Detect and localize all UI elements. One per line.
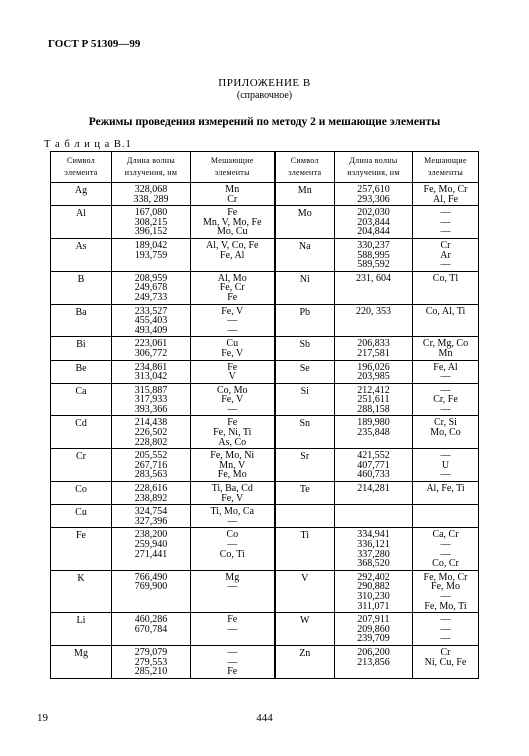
- interfering-elements-cell: Mn Cr: [191, 183, 275, 206]
- element-symbol-cell: Mn: [275, 183, 335, 206]
- interfering-elements-cell: Fe —: [191, 613, 275, 646]
- interfering-elements-cell: Fe V: [191, 360, 275, 383]
- wavelength-cell: 167,080 308,215 396,152: [112, 206, 191, 239]
- interfering-elements-cell: Al, V, Co, Fe Fe, Al: [191, 238, 275, 271]
- wavelength-cell: 220, 353: [335, 304, 413, 337]
- element-symbol-cell: Pb: [275, 304, 335, 337]
- wavelength-cell: 315,887 317,933 393,366: [112, 383, 191, 416]
- table-row: [51, 206, 479, 239]
- element-symbol-cell: As: [51, 238, 112, 271]
- wavelength-cell: [335, 505, 413, 528]
- element-symbol-cell: Sr: [275, 449, 335, 482]
- wavelength-cell: 202,030 203,844 204,844: [335, 206, 413, 239]
- element-symbol-cell: Mo: [275, 206, 335, 239]
- wavelength-cell: 238,200 259,940 271,441: [112, 528, 191, 570]
- table-row: [51, 528, 479, 570]
- interfering-elements-cell: — — —: [413, 613, 479, 646]
- interfering-elements-cell: Fe, Mo, Cr Al, Fe: [413, 183, 479, 206]
- element-symbol-cell: Si: [275, 383, 335, 416]
- element-symbol-cell: Sb: [275, 337, 335, 360]
- interfering-elements-cell: Mg —: [191, 570, 275, 612]
- element-symbol-cell: Co: [51, 482, 112, 505]
- element-symbol-cell: Li: [51, 613, 112, 646]
- interfering-elements-cell: — — —: [413, 206, 479, 239]
- header-wavelength-left: Длина волны излучения, нм: [112, 152, 191, 183]
- table-header-row: [51, 152, 479, 183]
- interfering-elements-cell: Co — Co, Ti: [191, 528, 275, 570]
- header-symbol-right: Символ элемента: [275, 152, 335, 183]
- element-symbol-cell: W: [275, 613, 335, 646]
- header-interference-right: Мешающие элементы: [413, 152, 479, 183]
- element-symbol-cell: Cu: [51, 505, 112, 528]
- wavelength-cell: 208,959 249,678 249,733: [112, 271, 191, 304]
- wavelength-cell: 212,412 251,611 288,158: [335, 383, 413, 416]
- wavelength-cell: 234,861 313,042: [112, 360, 191, 383]
- element-symbol-cell: Sn: [275, 416, 335, 449]
- table-label: Т а б л и ц а В.1: [44, 139, 132, 150]
- appendix-title: ПРИЛОЖЕНИЕ В: [218, 77, 311, 89]
- interfering-elements-cell: Fe, V — —: [191, 304, 275, 337]
- interfering-elements-cell: [413, 505, 479, 528]
- interfering-elements-cell: — U —: [413, 449, 479, 482]
- table-row: [51, 613, 479, 646]
- interfering-elements-cell: Fe, Mo, Cr Fe, Mo — Fe, Mo, Ti: [413, 570, 479, 612]
- wavelength-cell: 421,552 407,771 460,733: [335, 449, 413, 482]
- document-code: ГОСТ Р 51309—99: [48, 38, 141, 50]
- interfering-elements-cell: Ti, Ba, Cd Fe, V: [191, 482, 275, 505]
- interfering-elements-cell: Cr Ni, Cu, Fe: [413, 645, 479, 678]
- interfering-elements-cell: Co, Al, Ti: [413, 304, 479, 337]
- wavelength-cell: 206,200 213,856: [335, 645, 413, 678]
- table-row: [51, 360, 479, 383]
- wavelength-cell: 189,980 235,848: [335, 416, 413, 449]
- element-symbol-cell: [275, 505, 335, 528]
- table-row: [51, 304, 479, 337]
- wavelength-cell: 257,610 293,306: [335, 183, 413, 206]
- wavelength-cell: 207,911 209,860 239,709: [335, 613, 413, 646]
- wavelength-cell: 206,833 217,581: [335, 337, 413, 360]
- table-row: [51, 416, 479, 449]
- element-symbol-cell: Bi: [51, 337, 112, 360]
- element-symbol-cell: B: [51, 271, 112, 304]
- interfering-elements-cell: Ca, Cr — — Co, Cr: [413, 528, 479, 570]
- table-row: [51, 271, 479, 304]
- measurement-table: [50, 151, 479, 679]
- wavelength-cell: 189,042 193,759: [112, 238, 191, 271]
- table-row: [51, 505, 479, 528]
- element-symbol-cell: Se: [275, 360, 335, 383]
- element-symbol-cell: Al: [51, 206, 112, 239]
- interfering-elements-cell: Fe, Al —: [413, 360, 479, 383]
- wavelength-cell: 766,490 769,900: [112, 570, 191, 612]
- interfering-elements-cell: — — Fe: [191, 645, 275, 678]
- header-interference-left: Мешающие элементы: [191, 152, 275, 183]
- element-symbol-cell: Ti: [275, 528, 335, 570]
- header-symbol-left: Символ элемента: [51, 152, 112, 183]
- wavelength-cell: 223,061 306,772: [112, 337, 191, 360]
- page-number-left: 19: [37, 712, 48, 724]
- header-wavelength-right: Длина волны излучения, нм: [335, 152, 413, 183]
- interfering-elements-cell: Co, Tl: [413, 271, 479, 304]
- interfering-elements-cell: Cr Ar —: [413, 238, 479, 271]
- wavelength-cell: 231, 604: [335, 271, 413, 304]
- wavelength-cell: 214,438 226,502 228,802: [112, 416, 191, 449]
- table-row: [51, 645, 479, 678]
- element-symbol-cell: Te: [275, 482, 335, 505]
- interfering-elements-cell: — Cr, Fe —: [413, 383, 479, 416]
- element-symbol-cell: Mg: [51, 645, 112, 678]
- wavelength-cell: 196,026 203,985: [335, 360, 413, 383]
- table-row: [51, 183, 479, 206]
- interfering-elements-cell: Ti, Mo, Ca —: [191, 505, 275, 528]
- wavelength-cell: 205,552 267,716 283,563: [112, 449, 191, 482]
- page-number-center: 444: [256, 712, 273, 724]
- interfering-elements-cell: Cr, Si Mo, Co: [413, 416, 479, 449]
- element-symbol-cell: Cr: [51, 449, 112, 482]
- interfering-elements-cell: Co, Mo Fe, V —: [191, 383, 275, 416]
- element-symbol-cell: Ni: [275, 271, 335, 304]
- table-row: [51, 482, 479, 505]
- wavelength-cell: 328,068 338, 289: [112, 183, 191, 206]
- table-body: [51, 183, 479, 679]
- wavelength-cell: 460,286 670,784: [112, 613, 191, 646]
- wavelength-cell: 279,079 279,553 285,210: [112, 645, 191, 678]
- appendix-subtitle: (справочное): [236, 90, 293, 101]
- interfering-elements-cell: Al, Fe, Ti: [413, 482, 479, 505]
- element-symbol-cell: Be: [51, 360, 112, 383]
- element-symbol-cell: V: [275, 570, 335, 612]
- element-symbol-cell: Ba: [51, 304, 112, 337]
- table-row: [51, 383, 479, 416]
- interfering-elements-cell: Al, Mo Fe, Cr Fe: [191, 271, 275, 304]
- element-symbol-cell: K: [51, 570, 112, 612]
- interfering-elements-cell: Fe, Mo, Ni Mn, V Fe, Mo: [191, 449, 275, 482]
- element-symbol-cell: Fe: [51, 528, 112, 570]
- wavelength-cell: 334,941 336,121 337,280 368,520: [335, 528, 413, 570]
- wavelength-cell: 233,527 455,403 493,409: [112, 304, 191, 337]
- table-row: [51, 337, 479, 360]
- wavelength-cell: 292,402 290,882 310,230 311,071: [335, 570, 413, 612]
- interfering-elements-cell: Cu Fe, V: [191, 337, 275, 360]
- wavelength-cell: 330,237 588,995 589,592: [335, 238, 413, 271]
- table-row: [51, 449, 479, 482]
- table-row: [51, 238, 479, 271]
- wavelength-cell: 214,281: [335, 482, 413, 505]
- element-symbol-cell: Ag: [51, 183, 112, 206]
- section-title: Режимы проведения измерений по методу 2 и мешающие элементы: [88, 116, 441, 128]
- interfering-elements-cell: Cr, Mg, Co Mn: [413, 337, 479, 360]
- element-symbol-cell: Ca: [51, 383, 112, 416]
- wavelength-cell: 324,754 327,396: [112, 505, 191, 528]
- table-row: [51, 570, 479, 612]
- wavelength-cell: 228,616 238,892: [112, 482, 191, 505]
- element-symbol-cell: Zn: [275, 645, 335, 678]
- element-symbol-cell: Cd: [51, 416, 112, 449]
- interfering-elements-cell: Fe Mn, V, Mo, Fe Mo, Cu: [191, 206, 275, 239]
- interfering-elements-cell: Fe Fe, Ni, Ti As, Co: [191, 416, 275, 449]
- element-symbol-cell: Na: [275, 238, 335, 271]
